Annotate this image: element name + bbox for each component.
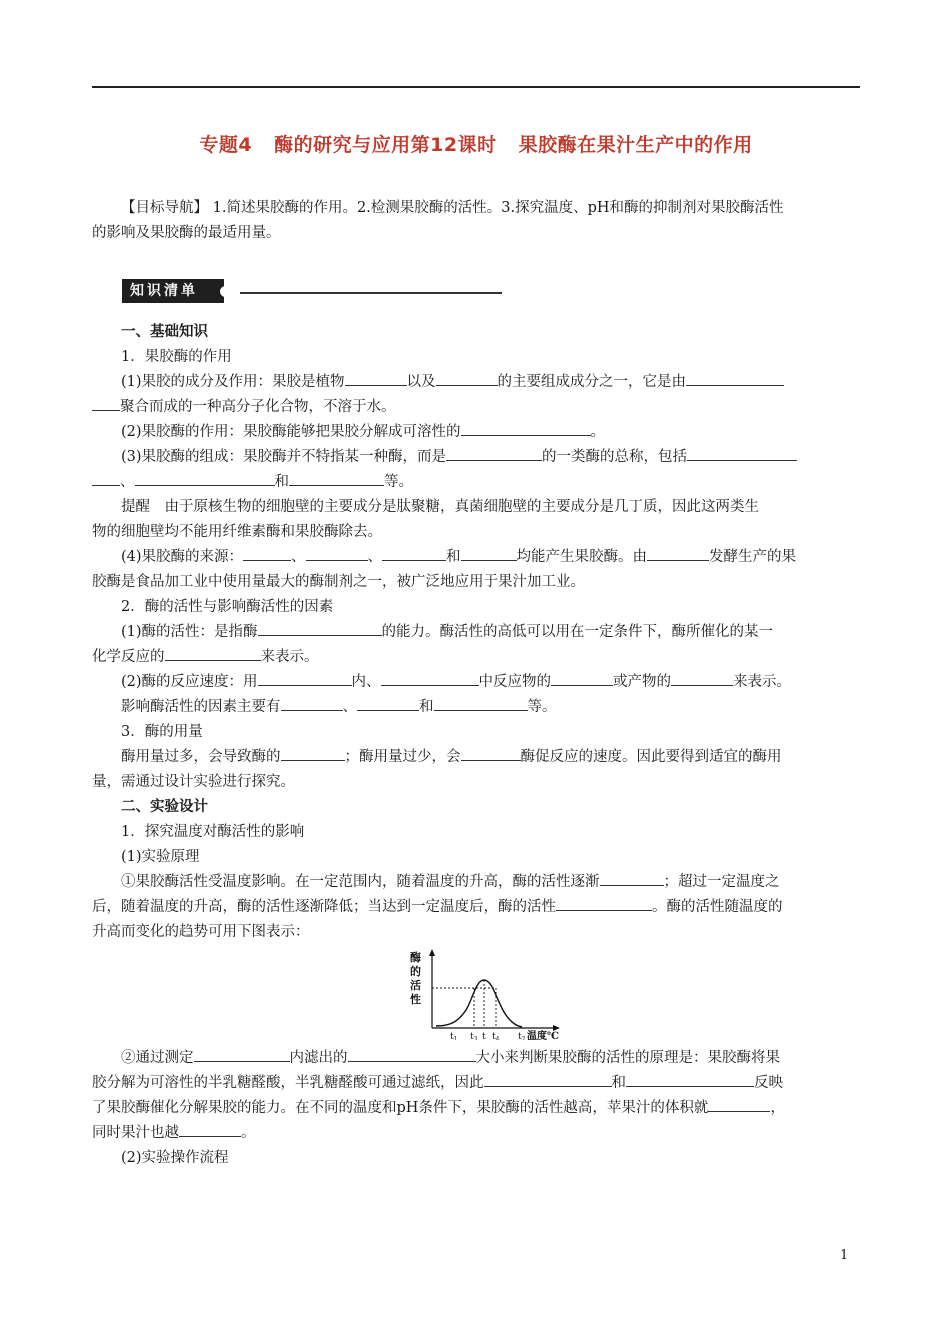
goal-text-2: 的影响及果胶酶的最适用量。	[92, 225, 281, 241]
line-14: (2)酶的反应速度：用 内、 中反应物的 或产物的 来表示。	[92, 670, 889, 695]
line-26: 了果胶酶催化分解果胶的能力。在不同的温度和pH条件下，果胶酶的活性越高，苹果汁的体积就 ，	[92, 1096, 860, 1121]
line-27: 同时果汁也越 。	[92, 1121, 860, 1146]
line-12: (1)酶的活性：是指酶 的能力。酶活性的高低可以用在一定条件下，酶所催化的某一	[92, 620, 889, 645]
line-5: (3)果胶酶的组成：果胶酶并不特指某一种酶，而是 的一类酶的总称，包括	[92, 445, 889, 470]
line-25: 胶分解为可溶性的半乳糖醛酸，半乳糖醛酸可通过滤纸，因此 和 反映	[92, 1071, 860, 1096]
line-7: 提醒 由于原核生物的细胞壁的主要成分是肽聚糖，真菌细胞壁的主要成分是几丁质，因此这两类生	[121, 499, 759, 515]
line-1: 1．果胶酶的作用	[121, 349, 232, 365]
chart-y-arrow-icon	[429, 949, 435, 956]
line-10: 胶酶是食品加工业中使用量最大的酶制剂之一，被广泛地应用于果汁加工业。	[92, 574, 585, 590]
line-24: ②通过测定 内滤出的 大小来判断果胶酶的活性的原理是：果胶酶将果	[92, 1046, 889, 1071]
line-20: (1)实验原理	[121, 849, 200, 865]
line-6: 、 和 等。	[92, 470, 860, 495]
title-topic: 专题4	[199, 134, 253, 156]
chart-ylabel-3: 活	[410, 979, 421, 992]
line-23: 升高而变化的趋势可用下图表示：	[92, 924, 310, 940]
goal-label: 【目标导航】	[121, 200, 208, 216]
page-number: 1	[840, 1248, 849, 1263]
chart-ylabel-1: 酶	[410, 951, 421, 964]
line-9: (4)果胶酶的来源： 、 、 和 均能产生果胶酶。由 发酵生产的果	[92, 545, 889, 570]
chart-activity-curve	[436, 980, 522, 1027]
line-19: 1．探究温度对酶活性的影响	[121, 824, 305, 840]
heading-experiment: 二、实验设计	[121, 799, 208, 815]
chart-tick-t: t	[482, 1032, 486, 1040]
line-21: ①果胶酶活性受温度影响。在一定范围内，随着温度的升高，酶的活性逐渐 ；超过一定温度之	[92, 870, 889, 895]
chart-xlabel: 温度℃	[527, 1031, 559, 1040]
heading-basic: 一、基础知识	[121, 324, 208, 340]
chart-tick-t4: $t_4$	[492, 1032, 500, 1040]
line-4: (2)果胶酶的作用：果胶酶能够把果胶分解成可溶性的 。	[92, 420, 889, 445]
line-15: 影响酶活性的因素主要有 、 和 等。	[92, 695, 889, 720]
line-3: 聚合而成的一种高分子化合物，不溶于水。	[92, 395, 860, 420]
chart-tick-t3: $t_3$	[470, 1032, 478, 1040]
line-2: (1)果胶的成分及作用：果胶是植物 以及 的主要组成成分之一，它是由	[92, 370, 889, 395]
line-8: 物的细胞壁均不能用纤维素酶和果胶酶除去。	[92, 524, 382, 540]
top-rule	[92, 86, 860, 88]
line-16: 3．酶的用量	[121, 724, 203, 740]
line-13: 化学反应的 来表示。	[92, 645, 860, 670]
chart-ylabel-4: 性	[410, 993, 421, 1006]
chart-tick-t1: $t_1$	[450, 1032, 458, 1040]
line-11: 2．酶的活性与影响酶活性的因素	[121, 599, 334, 615]
title-lesson: 酶的研究与应用第12课时	[274, 134, 497, 156]
chart-x-ticks	[450, 1032, 526, 1040]
goal-text-1: 1.简述果胶酶的作用。2.检测果胶酶的活性。3.探究温度、pH和酶的抑制剂对果胶酶活性	[212, 200, 784, 216]
section-dot-icon	[220, 286, 231, 297]
chart-ylabel-2: 的	[410, 965, 421, 978]
enzyme-activity-chart	[410, 948, 580, 1040]
page-title	[92, 130, 860, 157]
line-28: (2)实验操作流程	[121, 1150, 229, 1166]
chart-tick-t2: $t_2$	[518, 1032, 526, 1040]
line-18: 量，需通过设计实验进行探究。	[92, 774, 295, 790]
line-22: 后，随着温度的升高，酶的活性逐渐降低；当达到一定温度后，酶的活性 。酶的活性随温度的	[92, 895, 860, 920]
title-subject: 果胶酶在果汁生产中的作用	[518, 134, 753, 156]
section-tag: 知识清单	[122, 279, 224, 303]
line-17: 酶用量过多，会导致酶的 ；酶用量过少，会 酶促反应的速度。因此要得到适宜的酶用	[92, 745, 889, 770]
section-rule	[240, 292, 502, 294]
goal-paragraph	[92, 196, 860, 246]
